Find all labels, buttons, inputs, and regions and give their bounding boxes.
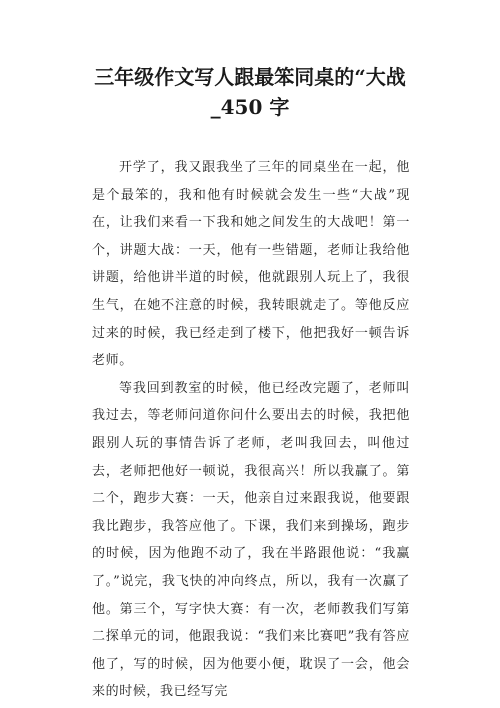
document-title xyxy=(60,62,440,122)
document-body xyxy=(92,154,410,706)
paragraph-2: 等我回到教室的时候，他已经改完题了，老师叫我过去，等老师问道你问什么要出去的时候，我把他跟别人玩的事情告诉了老师，老叫我回去，叫他过去，老师把他好一顿说，我很高兴！所以我赢了。第二个，跑步大赛：一天，他亲自过来跟我说，他要跟我比跑步，我答应他了。下课，我们来到操场，跑步的时候，因为他跑不动了，我在半路跟他说：“我赢了。”说完，我飞快的冲向终点，所以，我有一次赢了他。第三个，写字快大赛：有一次，老师教我们写第二探单元的词，他跟我说：“我们来比赛吧”我有答应他了，写的时候，因为他要小便，耽误了一会，他会来的时候，我已经写完 xyxy=(92,380,410,700)
title-line-1: 三年级作文写人跟最笨同桌的“大战 xyxy=(94,65,406,89)
paragraph-1: 开学了，我又跟我坐了三年的同桌坐在一起，他是个最笨的，我和他有时候就会发生一些“大战”现在，让我们来看一下我和她之间发生的大战吧！第一个，讲题大战：一天，他有一些错题，老师让我给他讲题，给他讲半道的时候，他就跟别人玩上了，我很生气，在她不注意的时候，我转眼就走了。等他反应过来的时候，我已经走到了楼下，他把我好一顿告诉老师。 xyxy=(92,160,410,369)
title-line-2: _450 字 xyxy=(210,95,290,119)
